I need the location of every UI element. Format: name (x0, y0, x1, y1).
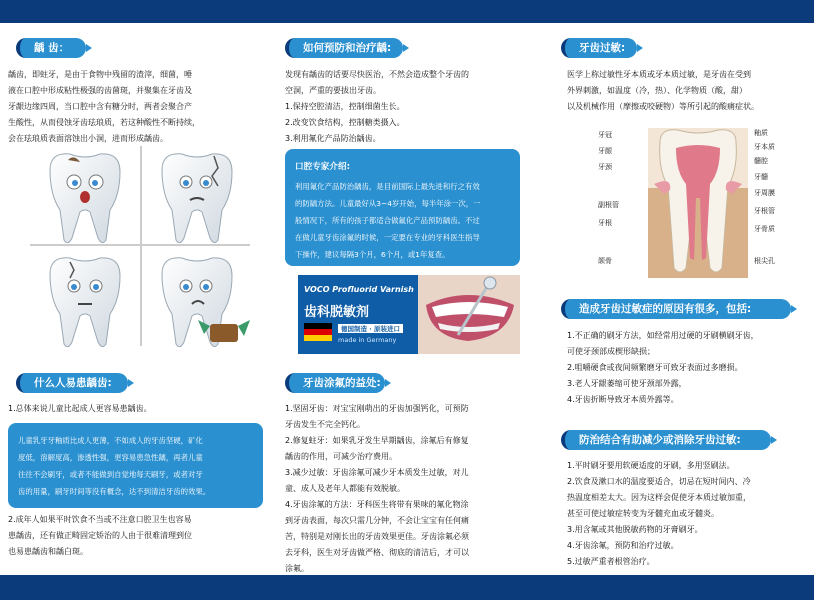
text-line: 2.成年人如果平时饮食不当或不注意口腔卫生也容易 (8, 515, 192, 524)
text-line: 医学上称过敏性牙本质或牙本质过敏，是牙齿在受到 (567, 70, 751, 79)
bottom-band (0, 575, 814, 600)
divider (30, 244, 250, 246)
who-item-1: 1.总体来说儿童比起成人更容易患龋齿。 (8, 404, 152, 413)
text-line: 4.牙齿折断导致牙本质外露等。 (567, 395, 679, 404)
prevent-text (285, 67, 535, 147)
column-caries (0, 23, 271, 575)
cartoon-teeth-illustration (30, 146, 250, 366)
label-periodontal-membrane: 牙周膜 (754, 189, 775, 197)
text-line: 甚至可使过敏症转变为牙髓充血或牙髓炎。 (567, 509, 719, 518)
text-line: 5.过敏严重者根管治疗。 (567, 557, 655, 566)
text-line: 2.饮食及漱口水的温度要适合，切忌在短时间内、冷 (567, 477, 751, 486)
label-accessory-canal: 副根管 (598, 201, 619, 209)
divider (140, 146, 142, 346)
text-line: 3.老人牙龈萎缩可使牙颈部外露， (567, 379, 687, 388)
product-name-cn: 齿科脱敏剂 (304, 305, 370, 320)
box-line: 度低，溶解度高，渗透性强，更容易患急性龋，再者儿童 (18, 453, 203, 462)
text-line: 1.保持空腔清洁，控制细菌生长。 (285, 102, 405, 111)
reduce-text (567, 458, 812, 570)
text-line: 3.用含氟或其他脱敏药物的牙膏刷牙。 (567, 525, 703, 534)
expert-title: 口腔专家介绍: (295, 162, 350, 172)
text-line: 以及机械作用（摩擦或咬硬物）等所引起的酸痛症状。 (567, 102, 759, 111)
expert-info-box (285, 149, 520, 266)
top-band (0, 0, 814, 23)
label-cementum: 牙骨质 (754, 225, 775, 233)
text-line: 牙龈边缘四周，当口腔中含有糖分时，两者会聚合产 (8, 102, 192, 111)
label-pulp-cavity: 髓腔 (754, 157, 768, 165)
text-line: 1.不正确的刷牙方法，如经常用过硬的牙刷横刷牙齿， (567, 331, 759, 340)
label-crown: 牙冠 (598, 131, 612, 139)
label-dentin: 牙本质 (754, 143, 775, 151)
box-line: 下操作，建议每隔3个月，6个月，或1年复查。 (295, 250, 450, 259)
label-root: 牙根 (598, 219, 612, 227)
box-line: 齿的用量，刷牙时间等没有概念，达不到清洁牙齿的效果。 (18, 487, 211, 496)
text-line: 可使牙颈部成楔形缺损； (567, 347, 655, 356)
section-title-caries: 龋 齿： (16, 38, 86, 58)
smile-mouth-icon (418, 275, 520, 354)
tooth-anatomy-diagram (598, 128, 798, 278)
text-line: 到牙齿表面，每次只需几分钟，不会让宝宝有任何痛 (285, 516, 469, 525)
causes-text (567, 328, 812, 408)
text-line: 涂氟。 (285, 564, 309, 573)
product-name-en: VOCO Profluorid Varnish (304, 285, 414, 294)
label-apical-foramen: 根尖孔 (754, 257, 775, 265)
text-line: 4.牙齿涂氟的方法：牙科医生将带有果味的氟化物涂 (285, 500, 469, 509)
column-prevention (271, 23, 543, 575)
box-line: 般情况下，所有的孩子都适合做氟化产品预防龋齿。不过 (295, 216, 480, 225)
fluoride-text (285, 401, 537, 575)
who-item-2 (8, 512, 266, 560)
label-root-canal: 牙根管 (754, 207, 775, 215)
section-title-who: 什么人易患龋齿: (16, 373, 128, 393)
sensitivity-text (567, 67, 812, 115)
made-in-badge: 德国制造 · 原装进口 (338, 324, 403, 333)
text-line: 牙齿发生不完全钙化。 (285, 420, 365, 429)
text-line: 2.改变饮食结构，控制糖类摄入。 (285, 118, 405, 127)
text-line: 会在珐琅质表面溶蚀出小洞，进而形成龋齿。 (8, 134, 168, 143)
text-line: 4.牙齿涂氟，预防和治疗过敏。 (567, 541, 679, 550)
text-line: 3.利用氟化产品防治龋齿。 (285, 134, 381, 143)
label-enamel: 釉质 (754, 129, 768, 137)
text-line: 发现有龋齿的话要尽快医治，不然会造成整个牙齿的 (285, 70, 469, 79)
box-line: 往往不会刷牙，或者不能做到自觉地每天刷牙，或者对牙 (18, 470, 203, 479)
text-line: 也易患龋齿和龋白斑。 (8, 547, 88, 556)
made-in-text: made in Germany (338, 336, 397, 344)
label-jawbone: 颌骨 (598, 257, 612, 265)
german-flag-icon (304, 323, 332, 341)
caries-text (8, 67, 266, 147)
product-banner (298, 275, 520, 354)
text-line: 液在口腔中形成粘性极强的齿菌斑，并聚集在牙齿及 (8, 86, 192, 95)
text-line: 去牙科，医生对牙齿做严格、彻底的清洁后，才可以 (285, 548, 469, 557)
text-line: 热温度相差太大。因为这样会促使牙本质过敏加重， (567, 493, 751, 502)
label-neck: 牙颈 (598, 163, 612, 171)
text-line: 外界刺激，如温度（冷，热）、化学物质（酸，甜） (567, 86, 747, 95)
section-title-fluoride: 牙齿涂氟的益处: (285, 373, 385, 393)
label-gum: 牙龈 (598, 147, 612, 155)
box-line: 的防龋方法。儿童最好从3~4岁开始，每半年涂一次，一 (295, 199, 481, 208)
text-line: 童、成人及老年人都能有效脱敏。 (285, 484, 405, 493)
box-line: 儿童乳牙牙釉质比成人更薄，不如成人的牙齿坚硬，矿化 (18, 436, 203, 445)
children-info-box (8, 423, 263, 508)
section-title-sensitivity: 牙齿过敏: (561, 38, 637, 58)
text-line: 龋齿，即蛀牙，是由于食物中残留的渣滓，细菌，唾 (8, 70, 192, 79)
text-line: 1.平时刷牙要用软硬适度的牙刷，多用竖刷法。 (567, 461, 735, 470)
box-line: 在做儿童牙齿涂氟的时候，一定要在专业的牙科医生指导 (295, 233, 480, 242)
column-sensitivity (543, 23, 814, 575)
text-line: 3.减少过敏：牙齿涂氟可减少牙本质发生过敏，对儿 (285, 468, 469, 477)
section-title-prevent: 如何预防和治疗龋: (285, 38, 403, 58)
text-line: 患龋齿，还有做正畸固定矫治的人由于很难清理到位 (8, 531, 192, 540)
text-line: 苦，特别是对刚长出的牙齿效果更佳。牙齿涂氟必须 (285, 532, 469, 541)
text-line: 2.修复蛀牙：如果乳牙发生早期龋齿，涂氟后有修复 (285, 436, 469, 445)
label-pulp: 牙髓 (754, 173, 768, 181)
section-title-causes: 造成牙齿过敏症的原因有很多，包括: (561, 299, 791, 319)
text-line: 空洞，严重的要拔出牙齿。 (285, 86, 381, 95)
text-line: 1.坚固牙齿：对宝宝刚萌出的牙齿加强钙化，可预防 (285, 404, 469, 413)
text-line: 龋齿的作用，可减少治疗费用。 (285, 452, 397, 461)
section-title-reduce: 防治结合有助减少或消除牙齿过敏: (561, 430, 771, 450)
text-line: 2.咀嚼硬食或夜间频繁磨牙可致牙表面过多磨损。 (567, 363, 743, 372)
box-line: 利用氟化产品防治龋齿，是目前国际上最先进和行之有效 (295, 182, 480, 191)
text-line: 生酸性，从而侵蚀牙齿珐琅质，若这种酸性不断持续， (8, 118, 200, 127)
